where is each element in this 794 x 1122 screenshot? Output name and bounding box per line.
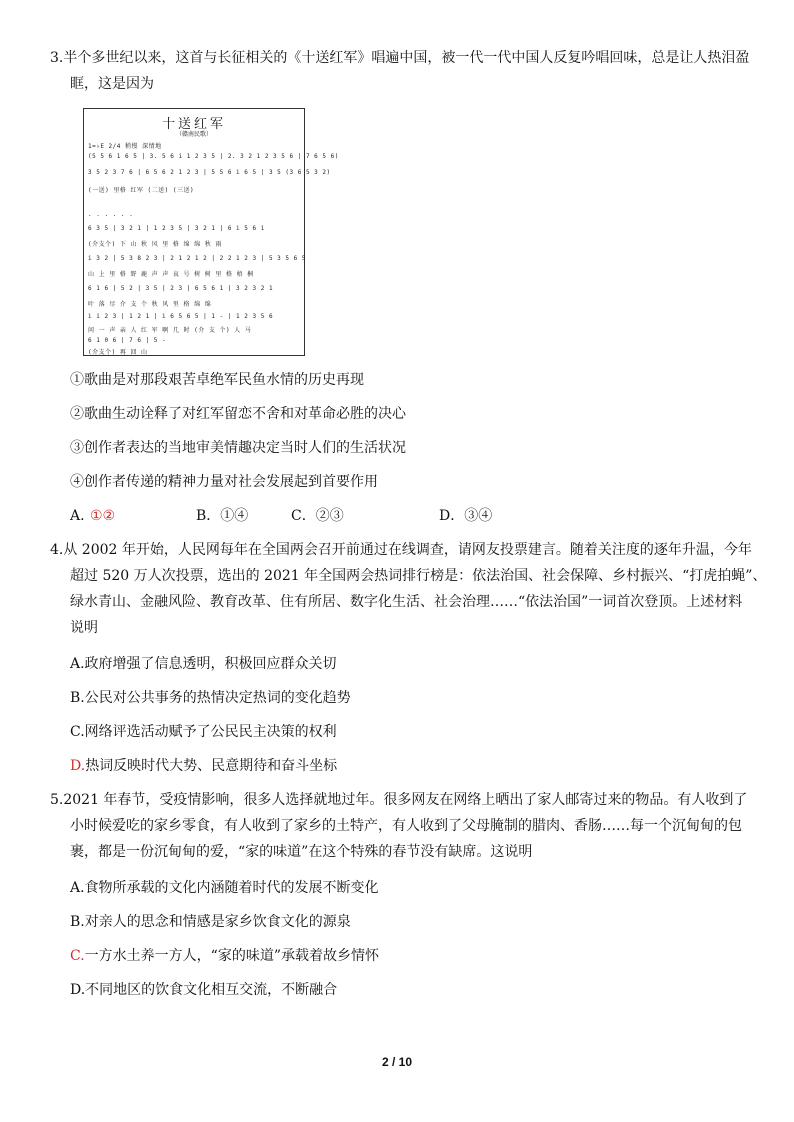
score-line: 6 3 5 | 3 2 1 | 1 2 3 5 | 3 2 1 | 6 i 5 6 i — [88, 225, 265, 232]
q3-option-4: ④创作者传递的精神力量对社会发展起到首要作用 — [70, 474, 378, 490]
score-line: . . . . . . — [88, 211, 134, 218]
q3-stem-line2: 眶，这是因为 — [70, 76, 154, 92]
q5-option-c — [70, 946, 379, 966]
q4-option-a: A.政府增强了信息透明，积极回应群众关切 — [70, 656, 337, 672]
q4-option-d — [70, 756, 337, 776]
q3-choice-d: D．③④ — [439, 508, 493, 524]
q3-stem-line1: 3.半个多世纪以来，这首与长征相关的《十送红军》唱遍中国，被一代一代中国人反复吟唱回味，总是让人热泪盈 — [50, 50, 750, 66]
q5-option-b: B.对亲人的思念和情感是家乡饮食文化的源泉 — [70, 914, 351, 930]
q4-stem-line1: 4.从 2002 年开始，人民网每年在全国两会召开前通过在线调查，请网友投票建言。随着关注度的逐年升温，今年 — [50, 542, 752, 558]
score-line: 问 一 声 亲 人 红 军 啊 几 时 (介 支 个) 人 马 — [88, 327, 252, 334]
q3-choice-a-letter: A. — [70, 508, 85, 524]
q4-stem-line4: 说明 — [70, 620, 98, 636]
score-line: (5 5 6 1 6 5 | 3. 5 6 i 1 2 3 5 | 2. 3 2 1 2 3 5 6 | 7 6 5 6) — [88, 153, 339, 160]
score-line: i 3 2 | 5 3 8 2 3 | 2 1 2 1 2 | 2 2 1 2 3 | 5 3 5 6 5 — [88, 255, 306, 262]
q5-option-c-text: 一方水土养一方人，“家的味道”承载着故乡情怀 — [84, 948, 379, 964]
score-title: 十送红军 — [161, 117, 226, 132]
q4-option-b: B.公民对公共事务的热情决定热词的变化趋势 — [70, 690, 351, 706]
q3-choice-c: C．②③ — [291, 508, 344, 524]
q5-stem-line2: 小时候爱吃的家乡零食，有人收到了家乡的土特产，有人收到了父母腌制的腊肉、香肠……每一个沉甸甸的包 — [70, 818, 742, 834]
score-line: 3 5 2 3 7 6 | 6 5 6 2 1 2 3 | 5 5 6 i 6 5 | 3 5 (3 6 5 3 2) — [88, 169, 331, 176]
q4-stem-line3: 绿水青山、金融风险、教育改革、住有所居、数字化生活、社会治理……“依法治国”一词首次登顶。上述材料 — [70, 594, 743, 610]
q4-stem-line2: 超过 520 万人次投票，选出的 2021 年全国两会热词排行榜是：依法治国、社会保障、乡村振兴、“打虎拍蝇”、 — [70, 568, 767, 584]
score-line: 1=♭E 2/4 稍慢 深情地 — [88, 143, 162, 150]
q4-answer-letter: D. — [70, 758, 86, 774]
score-line: (一送) 里格 红军 (二送) (三送) — [88, 187, 195, 194]
score-subtitle: （赣南民歌） — [175, 131, 212, 138]
score-line: i i 2 3 | 1 2 1 | i 6 5 6 5 | 1 - | 1 2 3 5 6 — [88, 313, 274, 320]
score-line: 叶 落 尽 介 支 个 秋 风 里 格 绵 绵 — [88, 301, 212, 308]
score-line: 6 1 0 6 | 7 6 | 5 - — [88, 337, 167, 344]
q4-option-c: C.网络评选活动赋予了公民民主决策的权利 — [70, 724, 337, 740]
q3-option-3: ③创作者表达的当地审美情趣决定当时人们的生活状况 — [70, 440, 406, 456]
page-number: 2 / 10 — [381, 1055, 413, 1069]
q4-option-d-text: 热词反映时代大势、民意期待和奋斗坐标 — [85, 758, 338, 774]
q3-option-1: ①歌曲是对那段艰苦卓绝军民鱼水情的历史再现 — [70, 372, 364, 388]
q3-choices — [70, 506, 530, 526]
q5-option-a: A.食物所承载的文化内涵随着时代的发展不断变化 — [70, 880, 379, 896]
q5-stem-line3: 裹，都是一份沉甸甸的爱，“家的味道”在这个特殊的春节没有缺席。这说明 — [70, 844, 533, 860]
q3-choice-b: B．①④ — [196, 508, 249, 524]
q3-option-2: ②歌曲生动诠释了对红军留恋不舍和对革命必胜的决心 — [70, 406, 406, 422]
score-line: 6 1 6 | 5 2 | 3 5 | 2 3 | 6 5 6 1 | 3 2 3 2 1 — [88, 285, 274, 292]
score-line: 山 上 里 格 野 鹿 声 声 哀 号 树 树 里 格 梧 桐 — [88, 271, 254, 278]
score-line: (介支个) 再 回 山 — [88, 349, 148, 356]
q5-option-d: D.不同地区的饮食文化相互交流，不断融合 — [70, 982, 338, 998]
score-line: (介支个) 下 山 秋 风 里 格 绵 绵 秋 雨 — [88, 241, 222, 248]
q5-answer-letter: C. — [70, 948, 85, 964]
q3-choice-a-answer: ①② — [90, 508, 116, 524]
q5-stem-line1: 5.2021 年春节，受疫情影响，很多人选择就地过年。很多网友在网络上晒出了家人邮寄过来的物品。有人收到了 — [50, 792, 748, 808]
sheet-music-image — [83, 108, 339, 356]
